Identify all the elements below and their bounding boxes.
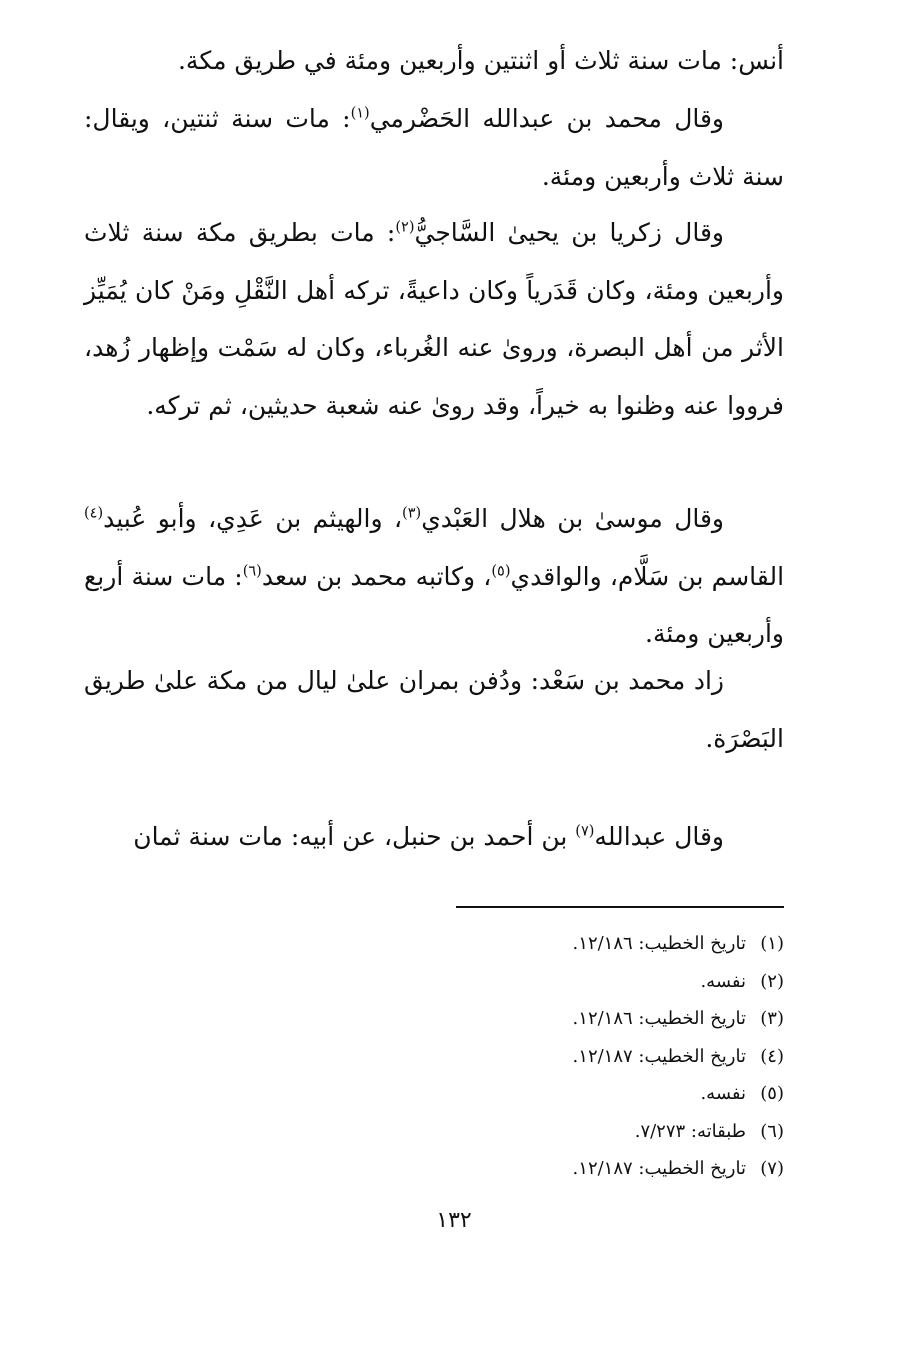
paragraph-1 (84, 32, 784, 90)
paragraph-text: أنس: مات سنة ثلاث أو اثنتين وأربعين ومئة في طريق مكة. (177, 46, 784, 75)
paragraph-6 (84, 808, 784, 866)
page-number: ١٣٢ (436, 1208, 472, 1233)
footnote-marker: (٣) (402, 505, 422, 522)
footnote-text: تاريخ الخطيب: ١٢/١٨٧. (572, 1045, 746, 1067)
paragraph-text: ، وكاتبه محمد بن سعد (261, 561, 492, 591)
paragraph-3 (84, 204, 784, 434)
footnote-item (284, 1150, 784, 1188)
footnote-item (284, 925, 784, 963)
paragraph-5 (84, 652, 784, 767)
footnote-separator (456, 906, 784, 908)
footnote-number: (٦) (760, 1120, 784, 1142)
paragraph-4 (84, 490, 784, 663)
footnote-text: تاريخ الخطيب: ١٢/١٨٧. (572, 1158, 746, 1179)
paragraph-text: زاد محمد بن سَعْد: ودُفن بمران علىٰ ليال من مكة علىٰ طريق البَصْرَة. (84, 666, 784, 753)
footnote-text: تاريخ الخطيب: ١٢/١٨٦. (572, 1008, 746, 1029)
paragraph-text: وقال عبدالله (594, 822, 724, 851)
footnote-item (284, 1113, 784, 1151)
footnote-text: تاريخ الخطيب: ١٢/١٨٦. (572, 933, 746, 954)
footnote-marker: (٤) (84, 505, 104, 522)
footnote-number: (١) (760, 933, 784, 954)
footnote-item (284, 963, 784, 1001)
footnote-number: (٢) (760, 970, 784, 992)
footnote-number: (٣) (760, 1008, 784, 1029)
footnote-marker: (٢) (395, 219, 415, 236)
paragraph-text: ، والهيثم بن عَدِي، وأبو عُبيد (103, 504, 403, 533)
paragraph-text: بن أحمد بن حنبل، عن أبيه: مات سنة ثمان (133, 822, 576, 851)
footnote-text: نفسه. (700, 970, 746, 992)
footnote-marker: (٦) (242, 563, 262, 580)
footnote-text: طبقاته: ٧/٢٧٣. (634, 1120, 746, 1142)
footnote-number: (٥) (760, 1083, 784, 1104)
footnote-number: (٧) (760, 1158, 784, 1179)
footnote-item (284, 1075, 784, 1113)
footnote-marker: (٥) (491, 563, 511, 580)
paragraph-text: وقال زكريا بن يحيىٰ السَّاجيُّ (414, 218, 724, 247)
paragraph-text: : مات سنة أربع وأربعين ومئة. (84, 561, 784, 648)
footnote-item (284, 1000, 784, 1038)
footnote-marker: (١) (350, 105, 370, 122)
paragraph-2 (84, 90, 784, 205)
footnote-number: (٤) (760, 1045, 784, 1067)
paragraph-text: : مات سنة ثنتين، ويقال: سنة ثلاث وأربعين ومئة. (84, 104, 784, 191)
footnote-item (284, 1038, 784, 1076)
footnotes-list (284, 925, 784, 1188)
paragraph-text: القاسم بن سَلَّام، والواقدي (510, 561, 785, 591)
footnote-text: نفسه. (700, 1083, 746, 1104)
paragraph-text: وقال موسىٰ بن هلال العَبْدي (421, 504, 725, 533)
paragraph-text: : مات بطريق مكة سنة ثلاث وأربعين ومئة، وكان قَدَرياً وكان داعيةً، تركه أهل النَّقْلِ ومَنْ كان يُمَيِّز الأثر من أهل البصرة، وروىٰ عنه الغُرباء، وكان له سَمْت وإظهار زُهد، فرووا عنه وظنوا به خيراً، وقد روىٰ عنه شعبة حديثين، ثم تركه. (84, 218, 784, 420)
paragraph-text: وقال محمد بن عبدالله الحَضْرمي (369, 104, 724, 133)
footnote-marker: (٧) (575, 823, 595, 840)
